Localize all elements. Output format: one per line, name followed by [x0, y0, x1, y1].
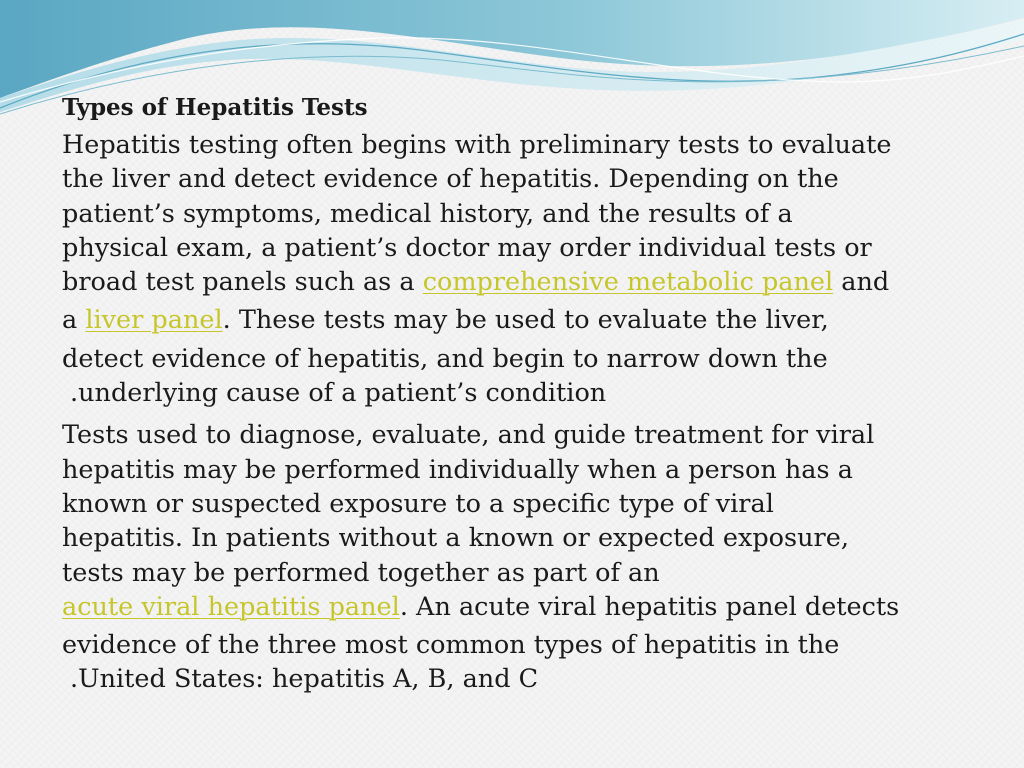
text-fragment: . These tests may be used to evaluate the liver,	[222, 305, 829, 336]
text-line: tests may be performed together as part of an	[62, 557, 660, 588]
text-line: Tests used to diagnose, evaluate, and guide treatment for viral	[62, 420, 875, 451]
paragraph-viral	[62, 418, 962, 696]
text-line: hepatitis may be performed individually when a person has a	[62, 454, 853, 485]
slide-content	[62, 88, 962, 697]
text-line: the liver and detect evidence of hepatitis. Depending on the	[62, 164, 839, 195]
text-line: .United States: hepatitis A, B, and C	[70, 664, 539, 695]
text-line	[62, 303, 962, 337]
text-fragment: broad test panels such as a	[62, 267, 423, 298]
text-line: known or suspected exposure to a specific type of viral	[62, 488, 774, 519]
text-line	[62, 265, 962, 299]
text-line: Hepatitis testing often begins with preliminary tests to evaluate	[62, 130, 892, 160]
text-fragment: . An acute viral hepatitis panel detects	[399, 591, 900, 622]
text-line: physical exam, a patient’s doctor may order individual tests or	[62, 232, 872, 263]
text-line: hepatitis. In patients without a known or expected exposure,	[62, 523, 849, 554]
link-liver-panel[interactable]: liver panel	[85, 305, 223, 336]
slide-title: Types of Hepatitis Tests	[62, 94, 368, 121]
link-comprehensive-metabolic-panel[interactable]: comprehensive metabolic panel	[422, 267, 834, 298]
text-line: patient’s symptoms, medical history, and the results of a	[62, 198, 793, 229]
text-fragment: a	[62, 305, 86, 336]
text-line: .underlying cause of a patient’s condition	[70, 378, 607, 409]
text-line	[62, 590, 962, 624]
paragraph-intro	[62, 128, 962, 410]
link-acute-viral-hepatitis-panel[interactable]: acute viral hepatitis panel	[62, 591, 400, 622]
text-line: detect evidence of hepatitis, and begin to narrow down the	[62, 343, 828, 374]
text-line: evidence of the three most common types of hepatitis in the	[62, 630, 840, 661]
text-fragment: and	[833, 267, 890, 298]
wave-dark	[0, 0, 1024, 98]
